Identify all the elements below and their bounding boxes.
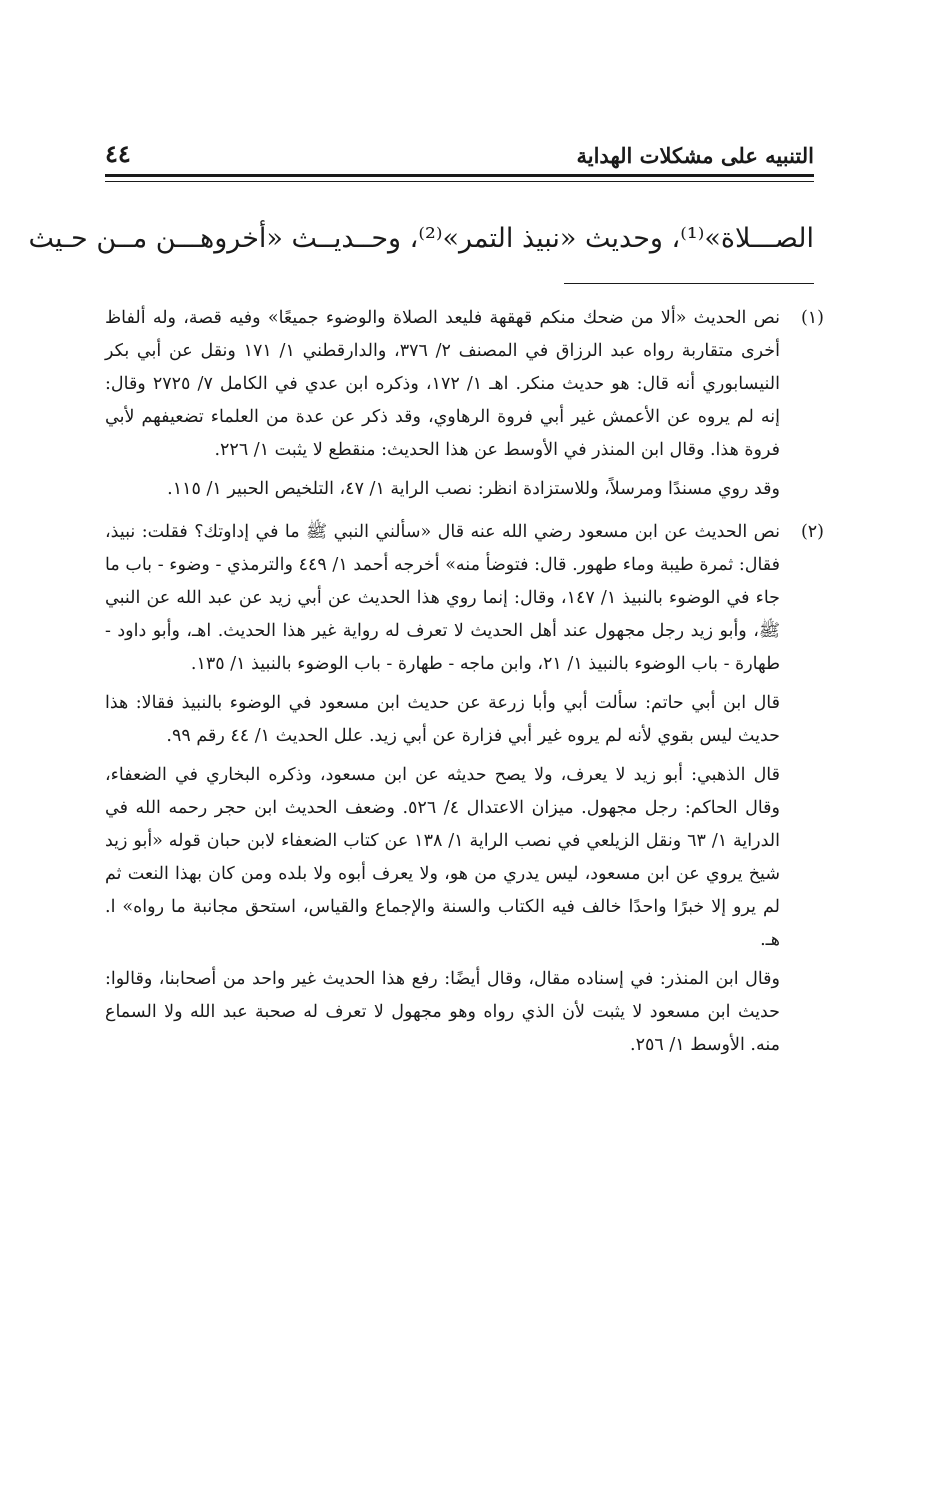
header-rule-thin xyxy=(105,181,814,182)
footnote-paragraph: نص الحديث عن ابن مسعود رضي الله عنه قال «سألني النبي ﷺ ما في إداوتك؟ فقلت: نبيذ، فقال: ثمرة طيبة وماء طهور. قال: فتوضأ منه» أخرجه أحمد ١/ ٤٤٩ والترمذي - وضوء - باب ما جاء في الوضوء بالنبيذ ١/ ١٤٧، وقال: إنما روي هذا الحديث عن أبي زيد عن عبد الله عن النبي ﷺ، وأبو زيد رجل مجهول عند أهل الحديث لا تعرف له رواية غير هذا الحديث. اهـ، وأبو داود - طهارة - باب الوضوء بالنبيذ ١/ ٢١، وابن ماجه - طهارة - باب الوضوء بالنبيذ ١/ ١٣٥. xyxy=(105,522,781,674)
footnote-separator xyxy=(564,283,814,284)
footnote-paragraph: وقد روي مسندًا ومرسلاً، وللاستزادة انظر: نصب الراية ١/ ٤٧، التلخيص الحبير ١/ ١١٥. xyxy=(167,479,780,499)
footnote-1 xyxy=(105,302,824,512)
page-header xyxy=(105,128,814,168)
footnote-paragraph: قال ابن أبي حاتم: سألت أبي وأبا زرعة عن حديث ابن مسعود في الوضوء بالنبيذ فقالا: هذا حديث ليس بقوي لأنه لم يروه غير أبي فزارة عن أبي زيد. علل الحديث ١/ ٤٤ رقم ٩٩. xyxy=(105,693,780,746)
footnote-paragraph: نص الحديث «ألا من ضحك منكم قهقهة فليعد الصلاة والوضوء جميعًا» وفيه قصة، وله ألفاظ أخرى متقاربة رواه عبد الرزاق في المصنف ٢/ ٣٧٦، والدارقطني ١/ ١٧١ ونقل عن أبي بكر النيسابوري أنه قال: هو حديث منكر. اهـ ١/ ١٧٢، وذكره ابن عدي في الكامل ٧/ ٢٧٢٥ وقال: إنه لم يروه عن الأعمش غير أبي فروة الرهاوي، وقد ذكر عن عدة من العلماء تضعيفهم لأبي فروة هذا. وقال ابن المنذر في الأوسط عن هذا الحديث: منقطع لا يثبت ١/ ٢٢٦. xyxy=(105,308,780,460)
footnote-number: (١) xyxy=(800,308,824,328)
page-number: ٤٤ xyxy=(105,139,131,168)
footnote-paragraph: وقال ابن المنذر: في إسناده مقال، وقال أيضًا: رفع هذا الحديث غير واحد من أصحابنا، وقالوا: حديث ابن مسعود لا يثبت لأن الذي رواه وهو مجهول لا تعرف له صحبة عبد الله ولا السماع منه. الأوسط ١/ ٢٥٦. xyxy=(105,969,780,1055)
footnote-number: (٢) xyxy=(800,522,824,542)
footnote-paragraph: قال الذهبي: أبو زيد لا يعرف، ولا يصح حديثه عن ابن مسعود، وذكره البخاري في الضعفاء، وقال الحاكم: رجل مجهول. ميزان الاعتدال ٤/ ٥٢٦. وضعف الحديث ابن حجر رحمه الله في الدراية ١/ ٦٣ ونقل الزيلعي في نصب الراية ١/ ١٣٨ عن كتاب الضعفاء لابن حبان قوله «أبو زيد شيخ يروي عن ابن مسعود، ليس يدري من هو، ولا يعرف أبوه ولا بلده ومن كان بهذا النعت ثم لم يرو إلا خبرًا واحدًا خالف فيه الكتاب والسنة والإجماع والقياس، استحق مجانبة ما رواه» ا. هـ. xyxy=(105,765,780,950)
footnotes xyxy=(105,302,824,1068)
main-text: الصـــلاة»⁽¹⁾، وحديث «نبيذ التمر»⁽²⁾، وحــديــث «أخروهـــن مــن حـيث xyxy=(28,223,814,254)
running-title: التنبيه على مشكلات الهداية xyxy=(576,143,814,168)
footnote-2 xyxy=(105,516,824,1068)
header-rule-thick xyxy=(105,174,814,177)
